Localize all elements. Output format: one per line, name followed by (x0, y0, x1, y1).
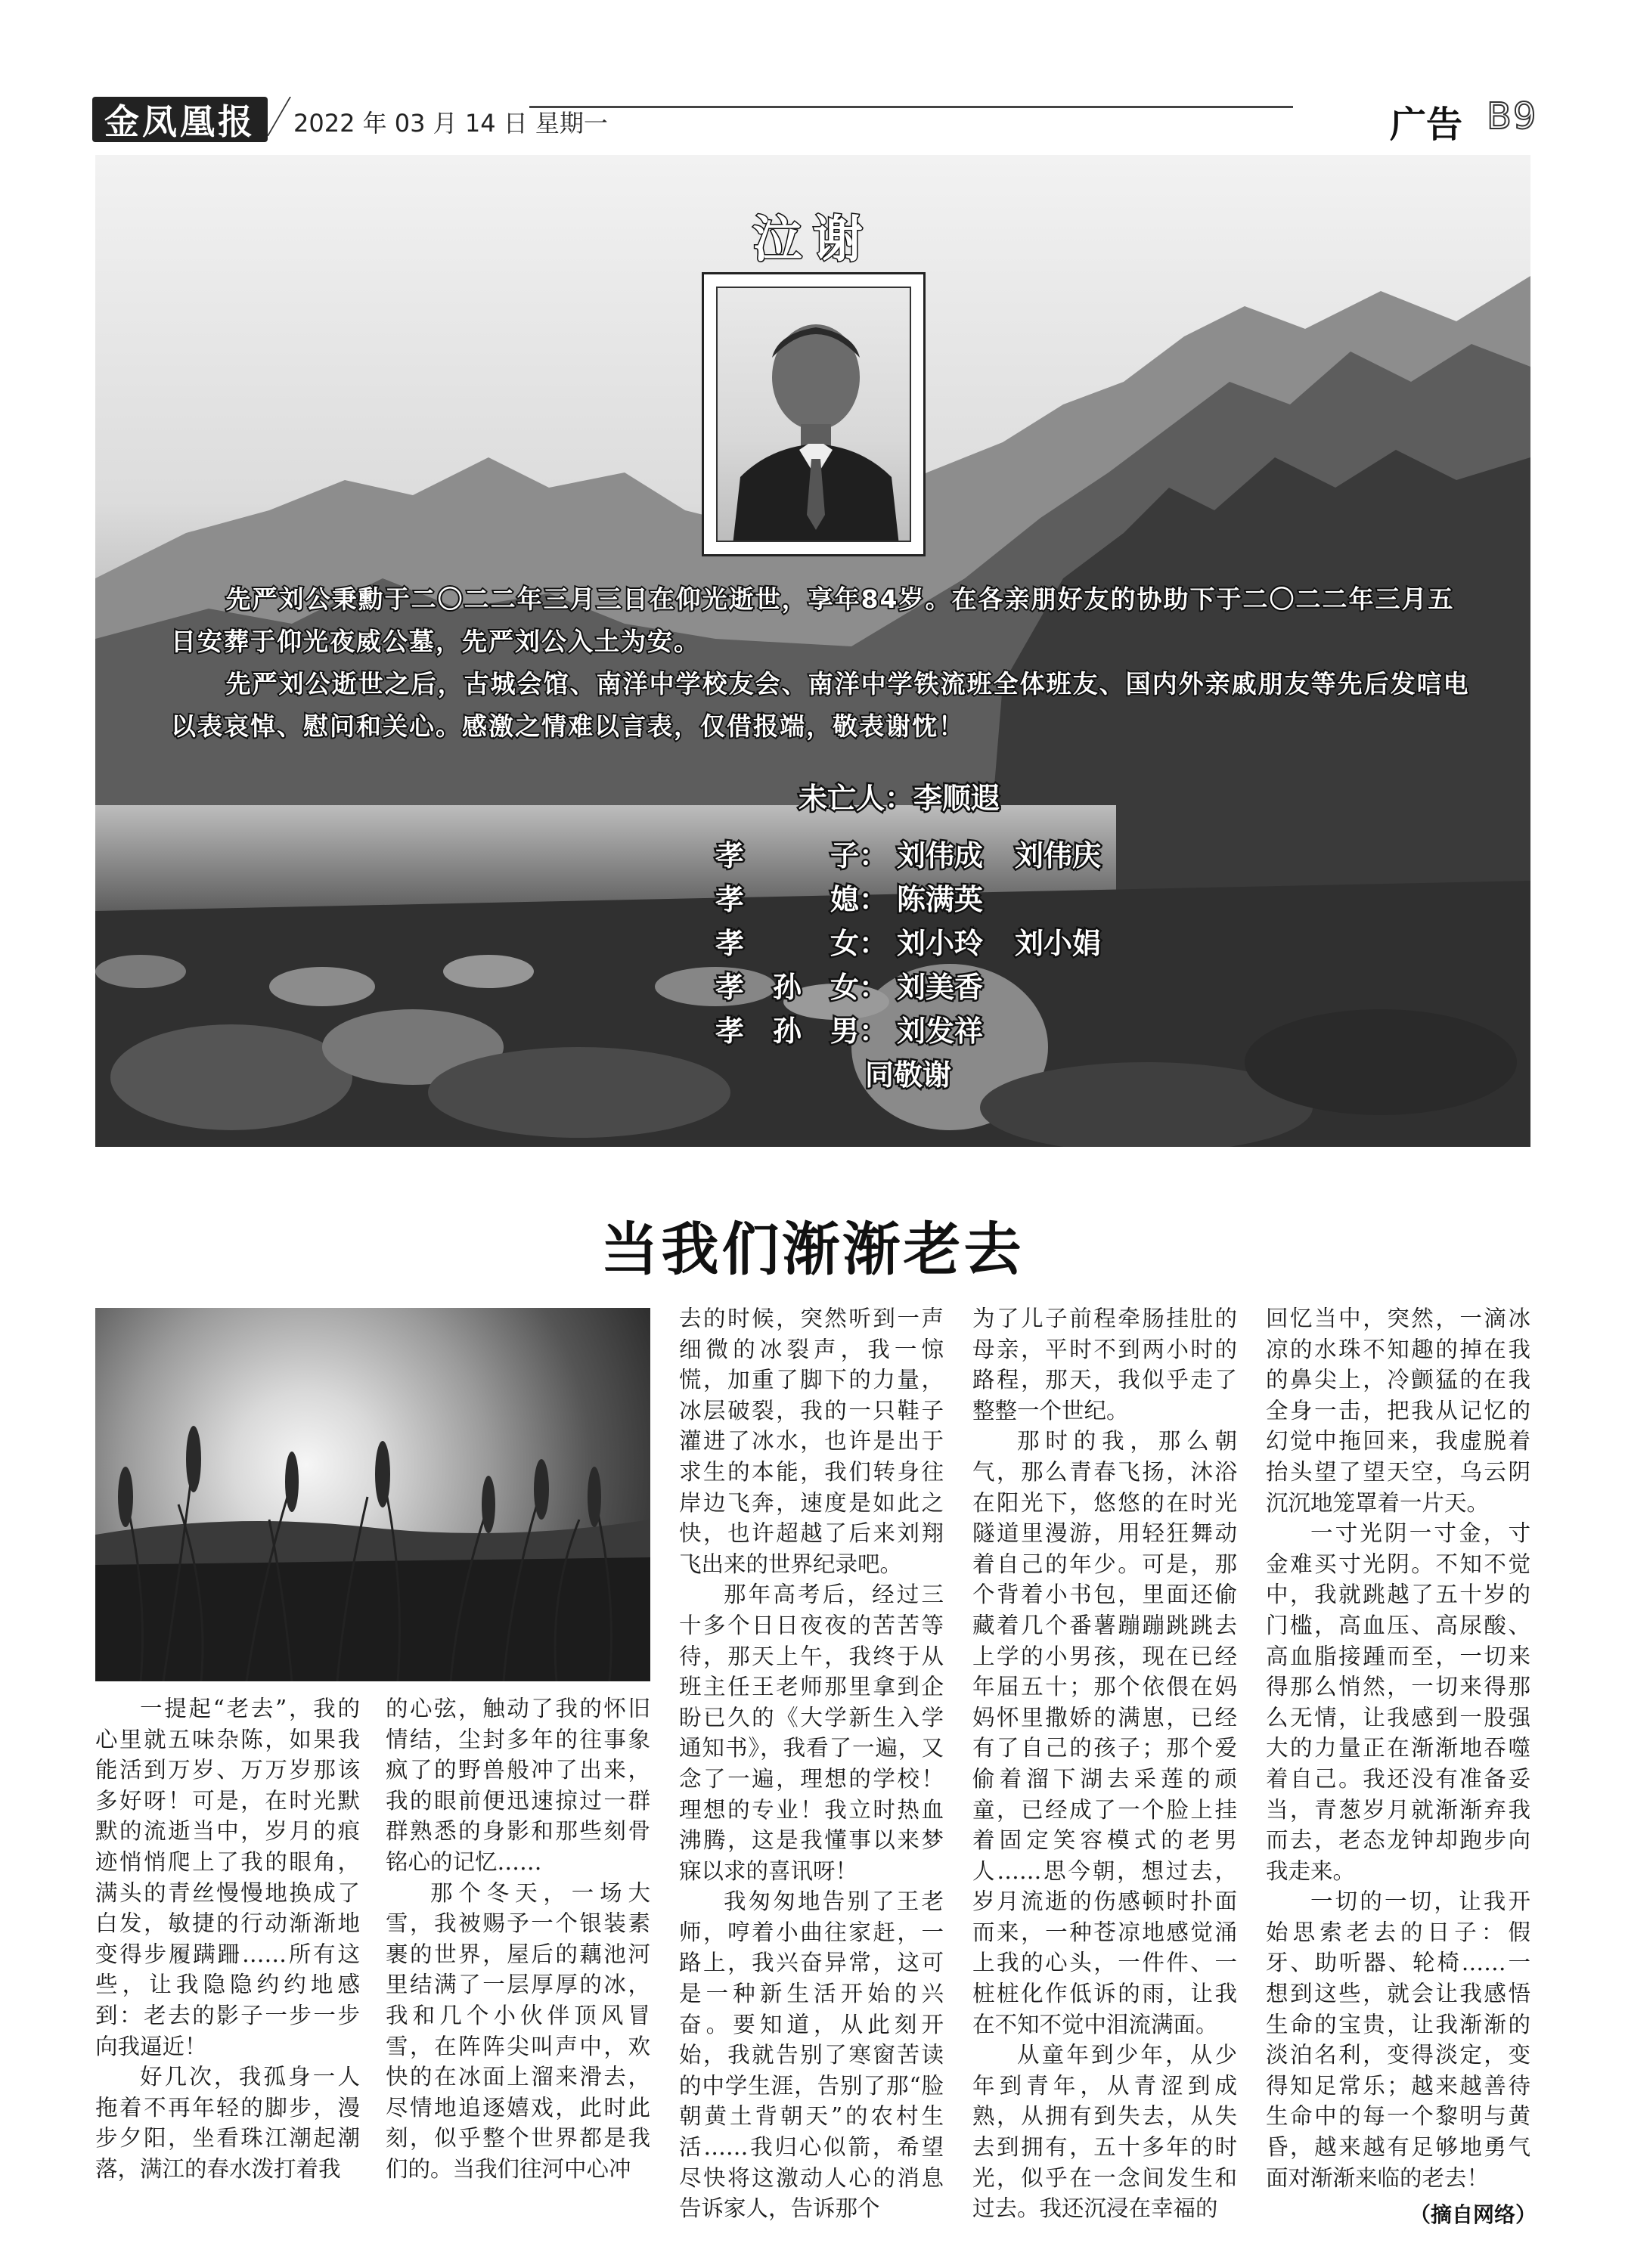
widow-label: 未亡人： (799, 782, 914, 815)
article-column-4 (972, 1303, 1237, 2224)
reeds-silhouette (95, 1308, 650, 1681)
obituary-paragraph: 先严刘公秉勳于二〇二二年三月三日在仰光逝世，享年84岁。在各亲朋好友的协助下于二〇二二年三月五日安葬于仰光夜威公墓，先严刘公入土为安。 (171, 584, 1455, 656)
obituary-body (171, 578, 1471, 748)
article-paragraph: 从童年到少年，从少年到青年，从青涩到成熟，从拥有到失去，从失去到拥有，五十多年的时光，似乎在一念间发生和过去。我还沉浸在幸福的 (972, 2042, 1237, 2222)
family-member-name: 陈满英 (897, 883, 984, 916)
article-paragraph: 一寸光阴一寸金，寸金难买寸光阴。不知不觉中，我就跳越了五十岁的门槛，高血压、高尿酸、高血脂接踵而至，一切来得那么悄然，一切来得那么无情，让我感到一股强大的力量正在渐渐地吞噬着自己。我还没有准备妥当，青葱岁月就渐渐弃我而去，老态龙钟却跑步向我走来。 (1266, 1520, 1530, 1884)
family-member-name: 刘伟庆 (1015, 839, 1102, 872)
article-paragraph: 回忆当中，突然，一滴冰凉的水珠不知趣的掉在我的鼻尖上，冷颤猛的在我全身一击，把我从记忆的幻觉中拖回来，我虚脱着抬头望了望天空，乌云阴沉沉地笼罩着一片天。 (1266, 1306, 1530, 1516)
article-column-3 (679, 1303, 944, 2224)
obituary-paragraph: 先严刘公逝世之后，古城会馆、南洋中学校友会、南洋中学铁流班全体班友、国内外亲戚朋友等先后发唁电以表哀悼、慰问和关心。感激之情难以言表，仅借报端，敬表谢忱！ (171, 669, 1470, 741)
family-role: 孝孙女 (715, 971, 859, 1004)
family-role: 孝子 (715, 839, 859, 872)
article-paragraph: 去的时候，突然听到一声细微的冰裂声，我一惊慌，加重了脚下的力量，冰层破裂，我的一只鞋子灌进了冰水，也许是出于求生的本能，我们转身往岸边飞奔，速度是如此之快，也许超越了后来刘翔飞出来的世界纪录吧。 (679, 1306, 944, 1577)
widow-line (799, 775, 1000, 816)
header-rule (529, 106, 1293, 108)
obituary-panel (95, 155, 1530, 1147)
portrait-figure (718, 288, 911, 542)
article-paragraph: 一提起“老去”，我的心里就五味杂陈，如果我能活到万岁、万万岁那该多好呀！可是，在时光默默的流逝当中，岁月的痕迹悄悄爬上了我的眼角，满头的青丝慢慢地换成了白发，敏捷的行动渐渐地变得步履蹒跚……所有这些，让我隐隐约约地感到：老去的影子一步一步向我逼近！ (95, 1696, 360, 2059)
page-number: B9 (1487, 95, 1538, 138)
widow-name: 李顺遐 (913, 782, 1000, 815)
article-column-5 (1266, 1303, 1530, 2193)
family-row-sons: 孝子： 刘伟成 刘伟庆 (715, 832, 1133, 874)
article-title: 当我们渐渐老去 (600, 1216, 1025, 1283)
article-photo-reeds-sunset (95, 1308, 650, 1681)
article-paragraph: 那时的我，那么朝气，那么青春飞扬，沐浴在阳光下，悠悠的在时光隧道里漫游，用轻狂舞动着自己的年少。可是，那个背着小书包，里面还偷藏着几个番薯蹦蹦跳跳去上学的小男孩，现在已经年届五十；那个依偎在妈妈怀里撒娇的满崽，已经有了自己的孩子；那个爱偷着溜下湖去采莲的顽童，已经成了一个脸上挂着固定笑容模式的老男人……思今朝，想过去，岁月流逝的伤感顿时扑面而来，一种苍凉地感觉涌上我的心头，一件件、一桩桩化作低诉的雨，让我在不知不觉中泪流满面。 (972, 1428, 1237, 2037)
issue-date: 2022 年 03 月 14 日 星期一 (293, 109, 608, 138)
article-column-2 (386, 1693, 650, 2185)
family-row-grandson: 孝孙男： 刘发祥 (715, 1008, 1015, 1049)
memorial-portrait-photo (716, 287, 911, 542)
family-row-daughter-in-law: 孝媳： 陈满英 (715, 876, 1015, 918)
family-member-name: 刘伟成 (897, 839, 984, 872)
family-role: 孝媳 (715, 883, 859, 916)
masthead-logo: 金凤凰报 (92, 97, 268, 142)
article-paragraph: 一切的一切，让我开始思索老去的日子：假牙、助听器、轮椅……一想到这些，就会让我感悟生命的宝贵，让我渐渐的淡泊名利，变得淡定，变得知足常乐；越来越善待生命中的每一个黎明与黄昏，越来越有足够地勇气面对渐渐来临的老去！ (1266, 1888, 1530, 2191)
article-column-1 (95, 1693, 360, 2185)
article-paragraph: 那年高考后，经过三十多个日日夜夜的苦苦等待，那天上午，我终于从班主任王老师那里拿到企盼已久的《大学新生入学通知书》，我看了一遍，又念了一遍，理想的学校！理想的专业！我立时热血沸腾，这是我懂事以来梦寐以求的喜讯呀！ (679, 1582, 944, 1884)
family-member-name: 刘美香 (897, 971, 984, 1004)
masthead-divider (267, 97, 291, 136)
family-role: 孝孙男 (715, 1015, 859, 1048)
family-row-daughters: 孝女： 刘小玲 刘小娟 (715, 920, 1133, 962)
closing-thanks: 同敬谢 (865, 1058, 952, 1092)
memorial-portrait-frame (702, 272, 926, 556)
article-paragraph: 为了儿子前程牵肠挂肚的母亲，平时不到两小时的路程，那天，我似乎走了整整一个世纪。 (972, 1306, 1237, 1424)
article-source: （摘自网络） (1409, 2202, 1537, 2227)
family-row-granddaughter: 孝孙女： 刘美香 (715, 964, 1015, 1005)
family-member-name: 刘小娟 (1015, 927, 1102, 960)
section-label: 广告 (1390, 104, 1463, 146)
family-member-name: 刘小玲 (897, 927, 984, 960)
article-paragraph: 的心弦，触动了我的怀旧情结，尘封多年的往事象疯了的野兽般冲了出来，我的眼前便迅速掠过一群群熟悉的身影和那些刻骨铭心的记忆…… (386, 1696, 650, 1875)
article-paragraph: 好几次，我孤身一人拖着不再年轻的脚步，漫步夕阳，坐看珠江潮起潮落，满江的春水泼打着我 (95, 2064, 360, 2182)
article-paragraph: 那个冬天，一场大雪，我被赐予一个银装素裹的世界，屋后的藕池河里结满了一层厚厚的冰，我和几个小伙伴顶风冒雪，在阵阵尖叫声中，欢快的在冰面上溜来滑去，尽情地追逐嬉戏，此时此刻，似乎整个世界都是我们的。当我们往河中心冲 (386, 1879, 650, 2182)
article-paragraph: 我匆匆地告别了王老师，哼着小曲往家赶，一路上，我兴奋异常，这可是一种新生活开始的兴奋。要知道，从此刻开始，我就告别了寒窗苦读的中学生涯，告别了那“脸朝黄土背朝天”的农村生活……我归心似箭，希望尽快将这激动人心的消息告诉家人，告诉那个 (679, 1888, 944, 2222)
family-role: 孝女 (715, 927, 859, 960)
obituary-title: 泣谢 (752, 209, 873, 268)
family-member-name: 刘发祥 (897, 1015, 984, 1048)
